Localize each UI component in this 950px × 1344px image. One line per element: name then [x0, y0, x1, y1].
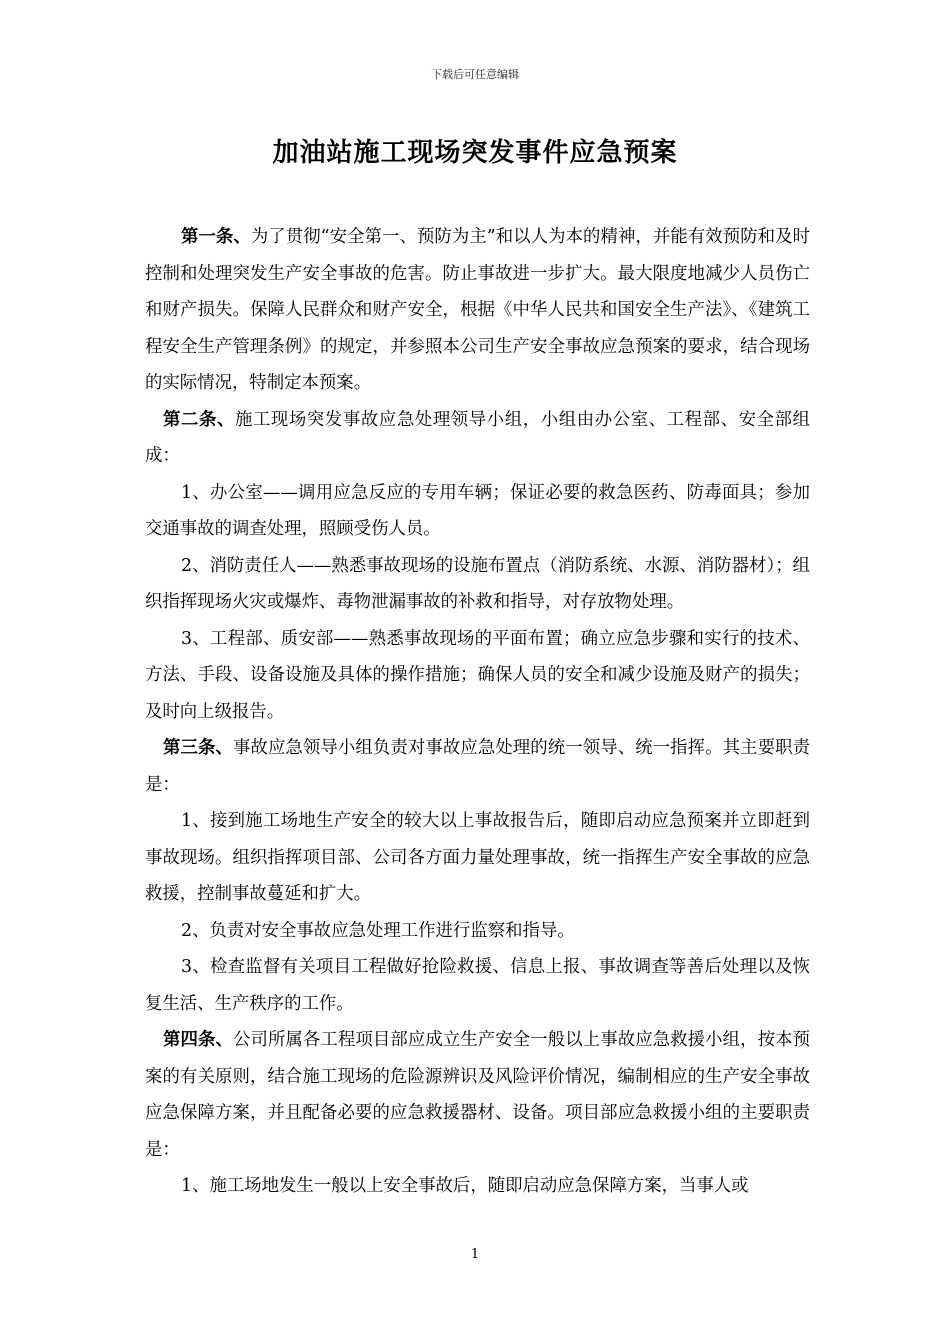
article-1 [145, 219, 810, 402]
list-item: 2、消防责任人——熟悉事故现场的设施布置点（消防系统、水源、消防器材）；组织指挥现场火灾或爆炸、毒物泄漏事故的补救和指导，对存放物处理。 [145, 555, 810, 612]
list-item: 1、接到施工场地生产安全的较大以上事故报告后，随即启动应急预案并立即赶到事故现场。组织指挥项目部、公司各方面力量处理事故，统一指挥生产安全事故的应急救援，控制事故蔓延和扩大。 [145, 811, 810, 904]
article-text: 施工现场突发事故应急处理领导小组，小组由办公室、工程部、安全部组成： [145, 409, 810, 466]
document-body [145, 219, 810, 1205]
article-3 [145, 730, 810, 803]
article-label: 第三条、 [163, 738, 233, 758]
page-number: 1 [470, 1247, 480, 1262]
document-title: 加油站施工现场突发事件应急预案 [272, 138, 678, 168]
article-text: 事故应急领导小组负责对事故应急处理的统一领导、统一指挥。其主要职责是： [145, 738, 810, 795]
list-item: 2、负责对安全事故应急处理工作进行监察和指导。 [181, 920, 575, 941]
article-text: 为了贯彻“安全第一、预防为主”和以人为本的精神，并能有效预防和及时控制和处理突发生产安全事故的危害。防止事故进一步扩大。最大限度地减少人员伤亡和财产损失。保障人民群众和财产安全，根据《中华人民共和国安全生产法》、《建筑工程安全生产管理条例》的规定，并参照本公司生产安全事故应急预案的要求，结合现场的实际情况，特制定本预案。 [145, 227, 810, 393]
article-text: 公司所属各工程项目部应成立生产安全一般以上事故应急救援小组，按本预案的有关原则，结合施工现场的危险源辨识及风险评价情况，编制相应的生产安全事故应急保障方案，并且配备必要的应急救援器材、设备。项目部应急救援小组的主要职责是： [145, 1030, 810, 1160]
list-item: 1、办公室——调用应急反应的专用车辆；保证必要的救急医药、防毒面具；参加交通事故的调查处理，照顾受伤人员。 [145, 482, 810, 539]
header-note: 下载后可任意编辑 [431, 68, 519, 81]
article-2 [145, 402, 810, 475]
list-item: 3、检查监督有关项目工程做好抢险救援、信息上报、事故调查等善后处理以及恢复生活、生产秩序的工作。 [145, 957, 810, 1014]
article-label: 第四条、 [163, 1030, 233, 1050]
list-item: 1、施工场地发生一般以上安全事故后，随即启动应急保障方案，当事人或 [181, 1176, 749, 1196]
article-4 [145, 1022, 810, 1168]
list-item: 3、工程部、质安部——熟悉事故现场的平面布置；确立应急步骤和实行的技术、方法、手段、设备设施及具体的操作措施；确保人员的安全和减少设施及财产的损失；及时向上级报告。 [145, 628, 810, 722]
article-label: 第一条、 [181, 227, 251, 247]
article-label: 第二条、 [163, 409, 235, 430]
